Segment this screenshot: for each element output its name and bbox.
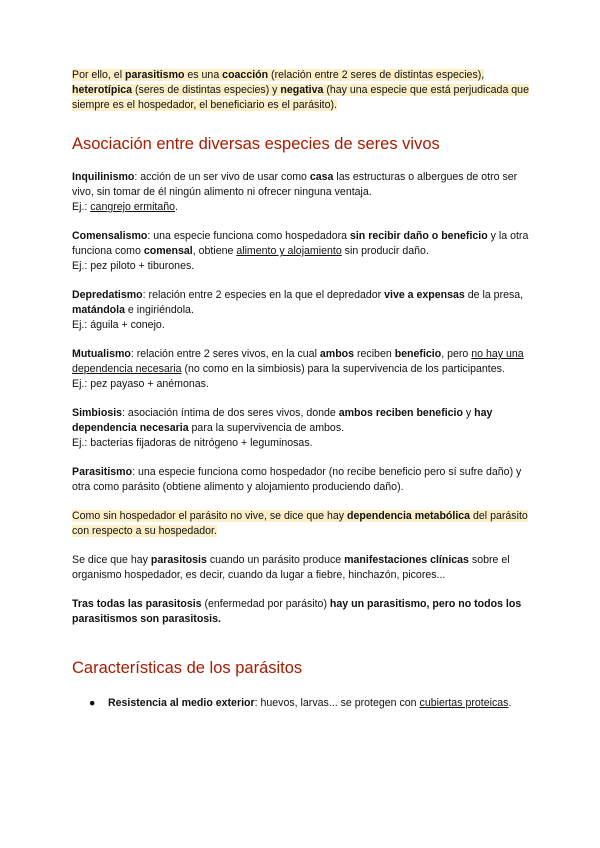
simbiosis-paragraph [72, 406, 532, 451]
text: es una [184, 69, 223, 81]
bold-term: dependencia metabólica [347, 510, 471, 522]
example-link: cangrejo ermitaño [90, 201, 176, 213]
text: (seres de distintas especies) y [132, 84, 281, 96]
intro-paragraph [72, 68, 532, 113]
text: de la presa, [464, 289, 524, 301]
bold-term: parasitosis [150, 554, 207, 566]
text: Por ello, el [72, 69, 125, 81]
text: , pero [441, 348, 472, 360]
text: : acción de un ser vivo de usar como [134, 171, 310, 183]
bold-term: Tras todas las parasitosis [72, 598, 202, 610]
bold-term: ambos reciben beneficio [338, 407, 463, 419]
example-text: Ej.: pez piloto + tiburones. [72, 260, 195, 272]
list-item [72, 696, 532, 711]
dependencia-paragraph [72, 509, 532, 539]
text: : relación entre 2 seres vivos, en la cual [130, 348, 320, 360]
text: (relación entre 2 seres de distintas especies), [268, 69, 485, 81]
underlined-text: no hay una dependencia necesaria [72, 348, 524, 375]
document-page [72, 68, 532, 711]
text: . [175, 201, 178, 213]
text: (enfermedad por parásito) [201, 598, 330, 610]
text: y la otra funciona como [72, 230, 529, 257]
term: Depredatismo [72, 289, 143, 301]
text: : huevos, larvas... se protegen con [254, 697, 420, 709]
bold-term: hay dependencia necesaria [72, 407, 493, 434]
text: cuando un parásito produce [206, 554, 345, 566]
characteristics-list [72, 696, 532, 711]
bold-term: heterotípica [72, 84, 133, 96]
underlined-text: cubiertas proteicas [419, 697, 509, 709]
example-label: Ej.: [72, 201, 91, 213]
text: las estructuras o albergues de otro ser vivo, sin tomar de él ningún alimento ni ofrecer ninguna ventaja. [72, 171, 518, 198]
text: : una especie funciona como hospedadora [147, 230, 350, 242]
term: Simbiosis [72, 407, 123, 419]
tras-paragraph [72, 597, 532, 627]
section-heading-caracteristicas: Características de los parásitos [72, 659, 303, 677]
depredatismo-paragraph [72, 288, 532, 333]
parasitismo-paragraph [72, 465, 532, 495]
bullet-icon: ● [89, 697, 96, 709]
term: Mutualismo [72, 348, 131, 360]
bold-term: coacción [222, 69, 269, 81]
bold-term: sin recibir daño o beneficio [349, 230, 488, 242]
example-text: Ej.: bacterias fijadoras de nitrógeno + leguminosas. [72, 437, 313, 449]
bold-term: parasitismo [125, 69, 185, 81]
comensalismo-paragraph [72, 229, 532, 274]
bold-term: matándola [72, 304, 125, 316]
bold-term: casa [309, 171, 334, 183]
bold-term: comensal [143, 245, 193, 257]
text: : una especie funciona como hospedador (no recibe beneficio pero sí sufre daño) y otra como parásito (obtiene alimento y alojamiento produciendo daño). [72, 466, 522, 493]
bold-term: Resistencia al medio exterior [108, 697, 255, 709]
text: , obtiene [192, 245, 237, 257]
term: Comensalismo [72, 230, 148, 242]
term: Parasitismo [72, 466, 133, 478]
text: Como sin hospedador el parásito no vive, se dice que hay [72, 510, 348, 522]
text: sin producir daño. [341, 245, 429, 257]
bold-term: hay un parasitismo, pero no todos los parasitismos son parasitosis. [72, 598, 522, 625]
term: Inquilinismo [72, 171, 135, 183]
mutualismo-paragraph [72, 347, 532, 392]
text: (no como en la simbiosis) para la supervivencia de los participantes. [181, 363, 505, 375]
bold-term: beneficio [394, 348, 442, 360]
text: reciben [354, 348, 395, 360]
text: . [508, 697, 512, 709]
text: e ingiriéndola. [124, 304, 194, 316]
text: y [462, 407, 475, 419]
text: Se dice que hay [72, 554, 151, 566]
text: para la supervivencia de ambos. [188, 422, 345, 434]
text: : asociación íntima de dos seres vivos, donde [122, 407, 339, 419]
example-text: Ej.: pez payaso + anémonas. [72, 378, 209, 390]
underlined-text: alimento y alojamiento [236, 245, 342, 257]
bold-term: manifestaciones clínicas [344, 554, 469, 566]
text: del parásito con respecto a su hospedador. [72, 510, 528, 537]
bold-term: vive a expensas [384, 289, 465, 301]
inquilinismo-paragraph [72, 170, 532, 215]
example-text: Ej.: águila + conejo. [72, 319, 165, 331]
bold-term: negativa [280, 84, 324, 96]
section-heading-asociacion: Asociación entre diversas especies de seres vivos [72, 135, 440, 153]
text: (hay una especie que está perjudicada que siempre es el hospedador, el beneficiario es el parásito). [72, 84, 529, 111]
bold-term: ambos [319, 348, 355, 360]
text: sobre el organismo hospedador, es decir, cuando da lugar a fiebre, hinchazón, picores... [72, 554, 510, 581]
text: : relación entre 2 especies en la que el depredador [142, 289, 385, 301]
parasitosis-paragraph [72, 553, 532, 583]
